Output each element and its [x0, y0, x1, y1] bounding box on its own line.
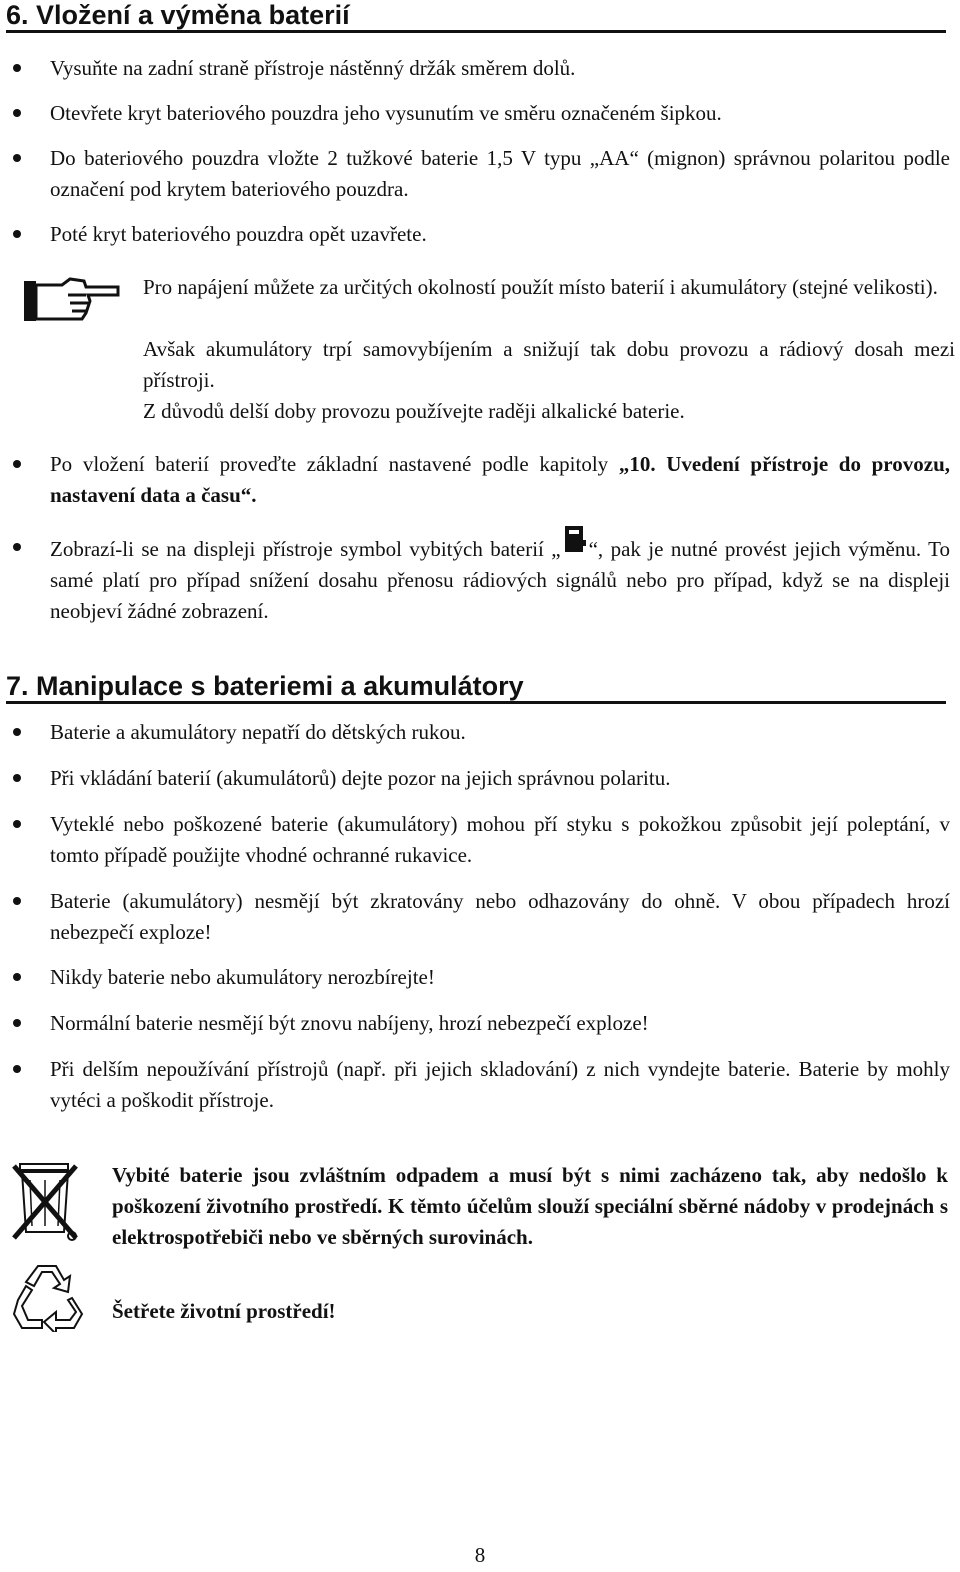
list-item: Vyteklé nebo poškozené baterie (akumulátory) mohou pří styku s pokožkou způsobit její poleptání, v tomto případě použijte vhodné ochranné rukavice.	[50, 812, 950, 867]
pointing-hand-icon	[22, 275, 122, 327]
bullet	[13, 64, 21, 72]
list-item: Do bateriového pouzdra vložte 2 tužkové baterie 1,5 V typu „AA“ (mignon) správnou polaritou podle označení pod krytem bateriového pouzdra.	[50, 146, 950, 201]
battery-empty-icon	[563, 532, 587, 558]
bullet	[13, 154, 21, 162]
list-item	[50, 449, 950, 511]
list-item: Při vkládání baterií (akumulátorů) dejte pozor na jejich správnou polaritu.	[50, 766, 671, 790]
bullet	[13, 543, 21, 551]
chapter-reference: „10. Uvedení přístroje do provozu, nastavení data a času“.	[50, 452, 951, 507]
slogan: Šetřete životní prostředí!	[112, 1299, 336, 1323]
list-item: Vysuňte na zadní straně přístroje nástěnný držák směrem dolů.	[50, 56, 576, 80]
bullet	[13, 1065, 21, 1073]
item-text: Po vložení baterií proveďte základní nastavené podle kapitoly	[50, 452, 619, 476]
list-item: Otevřete kryt bateriového pouzdra jeho vysunutím ve směru označeném šipkou.	[50, 101, 722, 125]
section-7-title: 7. Manipulace s bateriemi a akumulátory	[6, 671, 946, 704]
list-item: Nikdy baterie nebo akumulátory nerozbírejte!	[50, 965, 435, 989]
list-item: Baterie a akumulátory nepatří do dětských rukou.	[50, 720, 466, 744]
list-item	[50, 532, 950, 627]
page-number: 8	[474, 1543, 486, 1567]
item-text: Zobrazí-li se na displeji přístroje symbol vybitých baterií „	[50, 537, 561, 561]
bullet	[13, 820, 21, 828]
list-item: Poté kryt bateriového pouzdra opět uzavřete.	[50, 222, 427, 246]
list-item: Při delším nepoužívání přístrojů (např. při jejich skladování) z nich vyndejte baterie. Baterie by mohly vytéci a poškodit přístroje.	[50, 1057, 950, 1112]
bullet	[13, 973, 21, 981]
note-line-2: Avšak akumulátory trpí samovybíjením a snižují tak dobu provozu a rádiový dosah mezi přístroji.	[143, 337, 955, 392]
note-line-3: Z důvodů delší doby provozu používejte raději alkalické baterie.	[143, 399, 685, 423]
list-item: Baterie (akumulátory) nesmějí být zkratovány nebo odhazovány do ohně. V obou případech hrozí nebezpečí exploze!	[50, 889, 950, 944]
bullet	[13, 1019, 21, 1027]
recycle-icon	[12, 1258, 88, 1332]
note-line-1: Pro napájení můžete za určitých okolností použít místo baterií i akumulátory (stejné velikosti).	[143, 275, 938, 299]
item-text: “, pak je nutné provést jejich výměnu. To samé platí pro případ snížení dosahu přenosu rádiových signálů nebo pro případ, když se na displeji neobjeví žádné zobrazení.	[50, 537, 950, 623]
bullet	[13, 897, 21, 905]
disposal-notice: Vybité baterie jsou zvláštním odpadem a musí být s nimi zacházeno tak, aby nedošlo k poškození životního prostředí. K těmto účelům slouží speciální sběrné nádoby v prodejnách s elektrospotřebiči nebo ve sběrných surovinách.	[112, 1163, 948, 1249]
list-item: Normální baterie nesmějí být znovu nabíjeny, hrozí nebezpečí exploze!	[50, 1011, 649, 1035]
crossed-bin-icon	[10, 1158, 82, 1246]
section-6-title: 6. Vložení a výměna baterií	[6, 0, 946, 33]
bullet	[13, 230, 21, 238]
bullet	[13, 774, 21, 782]
bullet	[13, 109, 21, 117]
bullet	[13, 460, 21, 468]
bullet	[13, 728, 21, 736]
